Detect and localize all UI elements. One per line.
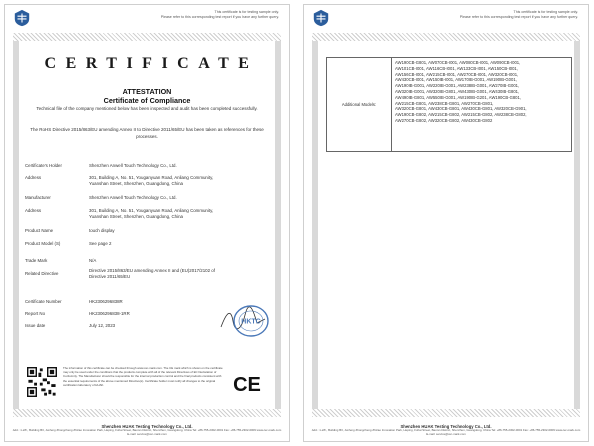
attestation-heading: ATTESTATION xyxy=(122,87,172,96)
field-value-address-2: 301, Building A, No. 51, Youganyuan Road, Anliang Community, Yuanshan Street, Shenzhen, Guangdong, China xyxy=(89,208,214,219)
ce-mark-icon xyxy=(233,373,261,395)
certificate-title: CERTIFICATE xyxy=(44,55,259,72)
qr-code-icon xyxy=(27,367,57,397)
models-line: AW190IB-G001, AW220IB-G001, AW238IB-G001, AW270IB-G001, xyxy=(395,83,520,89)
footer-address: Add.: 1-2/F., Building B3, Junfeng Zhongcheng Zhizao Innovation Park, Heping, Fuhai Street, Bao'an District, Shenzhen, Guangdong, China Tel: +86-755-2302-0001 Fax: +86-755-2302-0009 www.cer-mark.com E-mail: service@cer-mark.com xyxy=(12,428,282,436)
sample-notice-2-line-1: This certificate is for testing sample only. xyxy=(513,10,578,14)
field-label-address: Address xyxy=(25,175,42,180)
top-border-pattern xyxy=(13,33,281,41)
field-value-product-name: touch display xyxy=(89,228,115,233)
huak-logo-icon xyxy=(13,9,31,27)
field-value-trade-mark: N/A xyxy=(89,258,97,263)
models-line: AW156CB-I001, AW215CB-I001, AW270CB-I001, AW320CB-I001, xyxy=(395,71,519,77)
seal-text: HKTC xyxy=(241,318,261,326)
models-line: AW490IB-G801, AW550IB-G001, AW190IB-G201, AW190CB-G801, xyxy=(395,94,521,100)
field-label-issue-date: Issue date xyxy=(25,323,46,328)
field-value-address: 301, Building A, No. 51, Youganyuan Road, Anliang Community, Yuanshan Street, Shenzhen, Guangdong, China xyxy=(89,175,214,186)
certificate-page-1 xyxy=(4,4,290,442)
qr-verification-note: The information of this certificate can be checked through www.cer-mark.com. The CE mark which is shown on the certificate may only be used under the conditions that the products complete with all of the relevant Directives of EC Declaration of Conformity. The Manufacturer should be responsible for the internal production control and the final products consistent with the essential requirements of the above mentioned Directive(s). Certificate holder must notify all changes to the original certification laboratory of HUAK. xyxy=(63,366,223,387)
models-line: AW101CB-I001, AW116CB-I001, AW133CB-I001, AW150CB-I001, xyxy=(395,65,518,71)
field-label-product-name: Product Name xyxy=(25,228,54,233)
ce-mark-text: CE xyxy=(233,374,261,395)
sample-notice-2 xyxy=(460,10,578,19)
field-label-cert-number: Certificate Number xyxy=(25,299,62,304)
models-line: AW190CB-G802, AW215CB-G802, AW215CB-G802, AW238CB-G802, xyxy=(395,112,527,118)
rohs-text: The RoHS Directive 2015/863/EU amending Annex II to Directive 2011/65/EU has been taken as references for these processes. xyxy=(30,127,264,139)
field-value-issue-date: July 12, 2023 xyxy=(89,323,116,328)
models-line: AW270CB-G802, AW320CB-G802, AW430CB-G802 xyxy=(395,117,493,123)
models-line: AW190CB-G801, AW070CB-I001, AW080CB-I001, AW090CB-I001, xyxy=(395,60,521,65)
bottom-border-pattern xyxy=(13,409,281,417)
field-label-address-2: Address xyxy=(25,208,42,213)
field-value-product-model: See page 2 xyxy=(89,241,112,246)
field-label-trade-mark: Trade Mark xyxy=(25,258,48,263)
sample-notice-line-2: Please refer to this corresponding test report if you have any further query. xyxy=(160,14,279,19)
field-value-manufacturer: Shenzhen Anwell Touch Technology Co., Ltd. xyxy=(89,195,177,200)
field-label-product-model: Product Model (S) xyxy=(25,241,61,246)
models-line: AW320CB-G801, AW430CB-G801, AW430CB-G801, AW320CB-G901, xyxy=(395,106,527,112)
footer-company: Shenzhen HUAK Testing Technology Co., Ltd. xyxy=(101,424,193,429)
footer-company-2: Shenzhen HUAK Testing Technology Co., Ltd. xyxy=(400,424,492,429)
certificate-subtitle: Certificate of Compliance xyxy=(103,96,191,105)
field-value-cert-number: HK2306296838R xyxy=(89,299,123,304)
field-label-holder: Certificate's Holder xyxy=(25,163,62,168)
field-value-report-no: HK2306296838-1RR xyxy=(89,311,130,316)
bottom-border-pattern-2 xyxy=(312,409,580,417)
field-value-holder: Shenzhen Anwell Touch Technology Co., Ltd. xyxy=(89,163,177,168)
additional-models-table xyxy=(326,57,572,152)
certificate-page-2 xyxy=(303,4,589,442)
huak-logo-icon-2 xyxy=(312,9,330,27)
sample-notice-2-line-2: Please refer to this corresponding test report if you have any further query. xyxy=(459,14,578,19)
sample-notice xyxy=(161,10,279,19)
footer-address-2: Add.: 1-2/F., Building B3, Junfeng Zhongcheng Zhizao Innovation Park, Heping, Fuhai Street, Bao'an District, Shenzhen, Guangdong, China Tel: +86-755-2302-0001 Fax: +86-755-2302-0009 www.cer-mark.com E-mail: service@cer-mark.com xyxy=(311,428,581,436)
top-border-pattern-2 xyxy=(312,33,580,41)
field-label-directive: Related Directive xyxy=(25,271,59,276)
sample-notice-line-1: This certificate is for testing sample only. xyxy=(214,10,279,14)
additional-models-label: Additional Models: xyxy=(327,58,392,151)
field-value-directive: Directive 2015/863/EU amending Annex II and (EU)2017/2102 of Directive 2011/65/EU xyxy=(89,268,215,279)
models-list xyxy=(395,60,568,124)
field-label-report-no: Report No xyxy=(25,311,46,316)
intro-text: Technical file of the company mentioned below has been inspected and audit has been completed successfully. xyxy=(36,106,258,111)
models-line: AW320IB-G001, AW320IB-G801, AW430IB-G001, AW430IB-G801, xyxy=(395,88,520,94)
field-label-manufacturer: Manufacturer xyxy=(25,195,51,200)
hktc-seal xyxy=(231,303,271,339)
models-line: AW215CB-G801, AW238CB-G801, AW270CB-G801, xyxy=(395,100,494,106)
models-line: AW430CB-I001, AW150IB-I001, AW170IB-G001, AW190IB-G001, xyxy=(395,77,517,83)
